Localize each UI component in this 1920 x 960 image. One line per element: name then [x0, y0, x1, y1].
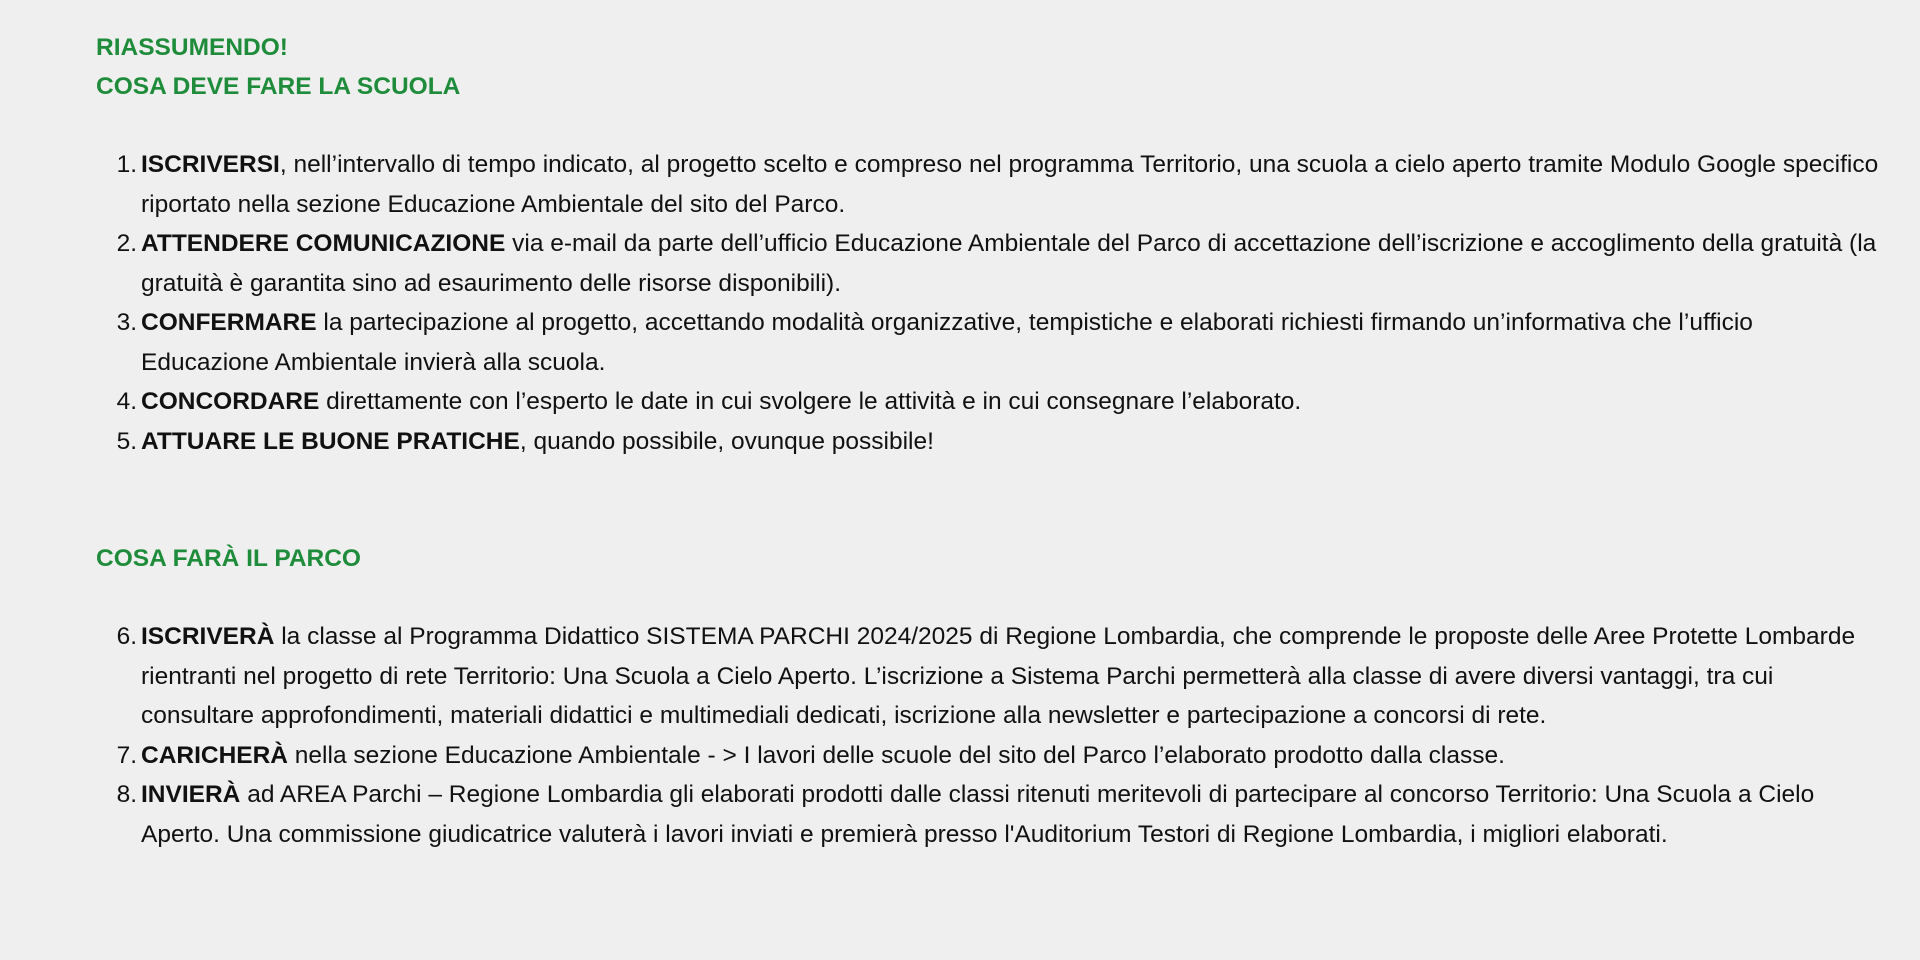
list-item-keyword: ATTENDERE COMUNICAZIONE: [141, 230, 506, 257]
list-item: [96, 775, 1886, 854]
school-section-heading: COSA DEVE FARE LA SCUOLA: [96, 73, 461, 100]
list-item-number: 7.: [116, 741, 137, 769]
list-item-number: 5.: [116, 427, 137, 455]
list-item-number: 3.: [116, 309, 137, 336]
list-item-keyword: CARICHERÀ: [141, 741, 288, 769]
list-item-text: , quando possibile, ovunque possibile!: [519, 427, 934, 455]
list-item-number: 4.: [116, 388, 137, 415]
list-item: [96, 422, 1886, 462]
list-item: [96, 617, 1886, 736]
list-item-keyword: CONFERMARE: [141, 309, 317, 336]
summary-heading: RIASSUMENDO!: [96, 34, 288, 61]
list-item: [96, 382, 1886, 422]
list-item-text: direttamente con l’esperto le date in cui svolgere le attività e in cui consegnare l’elaborato.: [319, 388, 1302, 415]
list-item-text: via e-mail da parte dell’ufficio Educazione Ambientale del Parco di accettazione dell’iscrizione e accoglimento della gratuità (la gratuità è garantita sino ad esaurimento delle risorse disponibili).: [141, 230, 1877, 297]
list-item-text: nella sezione Educazione Ambientale - > I lavori delle scuole del sito del Parco l’elaborato prodotto dalla classe.: [288, 741, 1505, 769]
list-item-keyword: INVIERÀ: [141, 781, 241, 808]
section-spacer: [96, 461, 1920, 539]
list-item-text: , nell’intervallo di tempo indicato, al progetto scelto e compreso nel programma Territorio, una scuola a cielo aperto tramite Modulo Google specifico riportato nella sezione Educazione Ambientale del sito del Parco.: [141, 151, 1879, 218]
list-item-keyword: CONCORDARE: [141, 388, 320, 415]
list-item-number: 6.: [116, 623, 137, 650]
list-item-keyword: ISCRIVERÀ: [141, 623, 275, 650]
list-item-text: la partecipazione al progetto, accettando modalità organizzative, tempistiche e elaborati richiesti firmando un’informativa che l’ufficio Educazione Ambientale invierà alla scuola.: [141, 309, 1753, 376]
list-item: [96, 224, 1886, 303]
list-item-text: ad AREA Parchi – Regione Lombardia gli elaborati prodotti dalle classi ritenuti meritevoli di partecipare al concorso Territorio: Una Scuola a Cielo Aperto. Una commissione giudicatrice valuterà i lavori inviati e premierà presso l'Auditorium Testori di Regione Lombardia, i migliori elaborati.: [141, 781, 1815, 848]
list-item-keyword: ISCRIVERSI: [141, 151, 280, 178]
list-item: [96, 145, 1886, 224]
park-section-heading: COSA FARÀ IL PARCO: [96, 545, 361, 572]
school-steps-list: [96, 145, 1920, 461]
list-item-keyword: ATTUARE LE BUONE PRATICHE: [141, 427, 520, 455]
list-item-number: 1.: [116, 151, 137, 178]
list-item-text: la classe al Programma Didattico SISTEMA PARCHI 2024/2025 di Regione Lombardia, che comprende le proposte delle Aree Protette Lombarde rientranti nel progetto di rete Territorio: Una Scuola a Cielo Aperto. L’iscrizione a Sistema Parchi permetterà alla classe di avere diversi vantaggi, tra cui consultare approfondimenti, materiali didattici e multimediali dedicati, iscrizione alla newsletter e partecipazione a concorsi di rete.: [141, 623, 1856, 729]
list-item: [96, 736, 1886, 776]
list-item: [96, 303, 1886, 382]
list-item-number: 2.: [116, 230, 137, 257]
list-item-number: 8.: [116, 781, 137, 808]
park-steps-list: [96, 617, 1920, 854]
